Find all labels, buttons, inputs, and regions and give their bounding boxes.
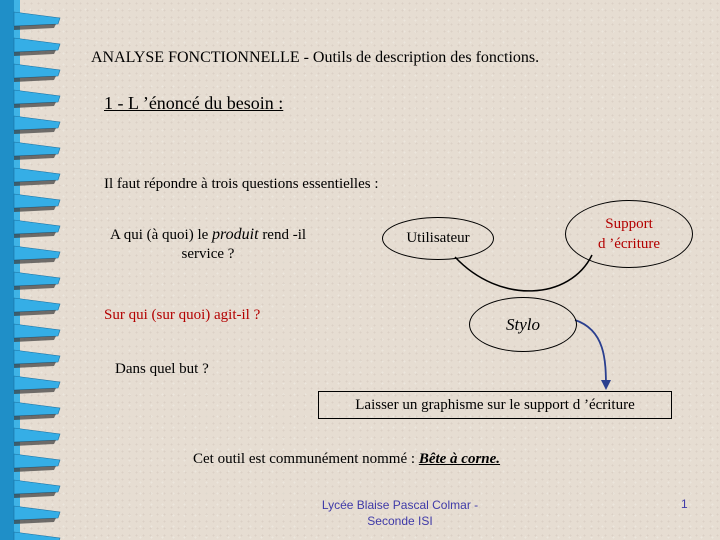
page-number: 1 bbox=[681, 497, 688, 511]
binding-ring bbox=[14, 532, 60, 540]
conclusion-text bbox=[193, 451, 500, 468]
binding-ring bbox=[14, 402, 60, 416]
support-ellipse bbox=[565, 200, 693, 268]
product-label: Stylo bbox=[506, 314, 540, 334]
binding-ring bbox=[14, 38, 60, 52]
arc-user-to-support bbox=[455, 255, 592, 291]
binding-ring bbox=[14, 168, 60, 182]
binding-ring bbox=[14, 194, 60, 208]
intro-text: Il faut répondre à trois questions essentielles : bbox=[104, 176, 379, 192]
support-label-line1: Support bbox=[605, 216, 653, 232]
binding-ring bbox=[14, 376, 60, 390]
support-label-line2: d ’écriture bbox=[597, 236, 661, 252]
question-1-after: rend -il service ? bbox=[181, 227, 307, 262]
slide-title: ANALYSE FONCTIONNELLE - Outils de description des fonctions. bbox=[91, 49, 540, 66]
footer bbox=[305, 497, 495, 529]
binding-ring bbox=[14, 480, 60, 494]
binding-ring bbox=[14, 428, 60, 442]
arrow-to-goal bbox=[575, 320, 606, 388]
conclusion-before: Cet outil est communément nommé : bbox=[193, 451, 419, 467]
binding-ring bbox=[14, 350, 60, 364]
binding-ring bbox=[14, 506, 60, 520]
footer-line-2: Seconde ISI bbox=[367, 514, 433, 528]
binding-ring bbox=[14, 220, 60, 234]
binding-ring bbox=[14, 142, 60, 156]
goal-box bbox=[318, 391, 672, 419]
binding-ring bbox=[14, 298, 60, 312]
goal-text: Laisser un graphisme sur le support d ’écriture bbox=[355, 396, 635, 413]
question-1-before: A qui (à quoi) le bbox=[109, 227, 213, 243]
user-ellipse bbox=[382, 217, 494, 260]
binding-ring bbox=[14, 324, 60, 338]
binding-ring bbox=[14, 246, 60, 260]
product-ellipse bbox=[469, 297, 577, 352]
binding-ring bbox=[14, 116, 60, 130]
binding-ring bbox=[14, 272, 60, 286]
conclusion-emphasis: Bête à corne. bbox=[418, 451, 501, 467]
question-1-italic: produit bbox=[212, 226, 259, 243]
user-label: Utilisateur bbox=[406, 230, 470, 246]
binding-ring bbox=[14, 90, 60, 104]
binding-ring bbox=[14, 12, 60, 26]
section-subtitle: 1 - L ’énoncé du besoin : bbox=[104, 93, 284, 113]
footer-line-1: Lycée Blaise Pascal Colmar - bbox=[321, 498, 479, 512]
binding-ring bbox=[14, 64, 60, 78]
question-2: Sur qui (sur quoi) agit-il ? bbox=[104, 307, 261, 323]
spiral-binding-decoration bbox=[0, 0, 86, 540]
question-3: Dans quel but ? bbox=[115, 361, 209, 377]
binding-ring bbox=[14, 454, 60, 468]
question-1 bbox=[90, 225, 326, 264]
